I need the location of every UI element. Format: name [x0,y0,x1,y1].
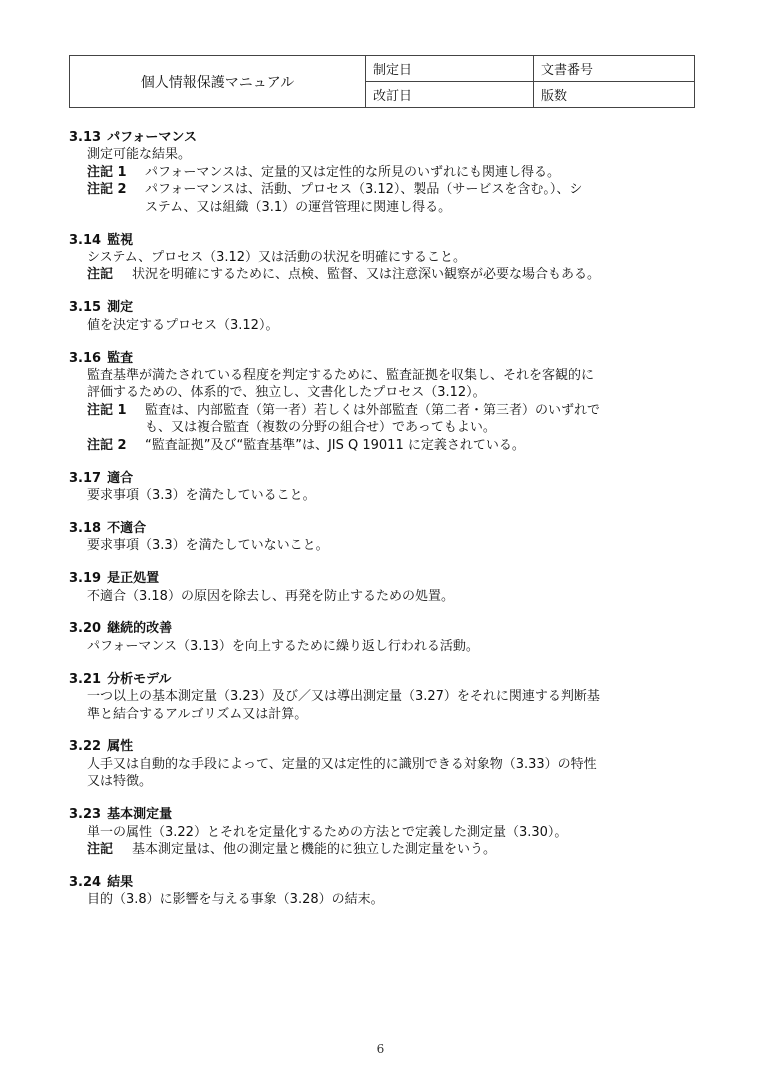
note-line: パフォーマンスは、定量的又は定性的な所見のいずれにも関連し得る。 [145,164,560,180]
term-definition-line: 測定可能な結果。 [87,147,192,163]
term-definition-line: 人手又は自動的な手段によって、定量的又は定性的に識別できる対象物（3.33）の特性 [87,756,597,772]
term-heading [69,738,699,755]
term-number: 3.19 [69,571,102,587]
note-line: “監査証拠”及び“監査基準”は、JIS Q 19011 に定義されている。 [145,437,525,453]
manual-title: 個人情報保護マニュアル [70,56,366,108]
term-name: 是正処置 [107,571,160,587]
term-number: 3.18 [69,520,102,536]
note-line: ステム、又は組織（3.1）の運営管理に関連し得る。 [145,199,452,215]
term-name: パフォーマンス [107,130,198,145]
term-name: 分析モデル [107,671,172,687]
term-definition-line: 評価するための、体系的で、独立し、文書化したプロセス（3.12）。 [87,385,486,401]
term-number: 3.16 [69,350,102,366]
note-line: パフォーマンスは、活動、プロセス（3.12）、製品（サービスを含む。）、シ [145,182,583,198]
document-number-label: 文書番号 [534,56,695,82]
edition-label: 版数 [534,82,695,108]
page-number: 6 [376,1042,385,1056]
term-entry [69,570,699,605]
note-body [132,266,699,283]
term-number: 3.21 [69,671,102,687]
term-entry [69,350,699,454]
term-name: 属性 [107,739,134,755]
term-entry [69,299,699,334]
term-definition-line: 要求事項（3.3）を満たしていること。 [87,487,316,503]
term-number: 3.15 [69,300,102,316]
note-body [145,437,699,454]
term-note [69,437,699,454]
term-definition-line: パフォーマンス（3.13）を向上するために繰り返し行われる活動。 [87,638,479,654]
term-name: 測定 [107,300,134,316]
note-body [145,181,699,216]
term-heading [69,520,699,537]
term-heading [69,806,699,823]
term-name: 結果 [107,874,134,890]
term-heading [69,620,699,637]
term-heading [69,570,699,587]
document-header-table [69,55,695,108]
term-heading [69,232,699,249]
term-note [69,841,699,858]
note-line: 状況を明確にするために、点検、監督、又は注意深い観察が必要な場合もある。 [132,267,601,283]
term-heading [69,129,699,146]
note-body [145,164,699,181]
term-number: 3.23 [69,807,102,823]
note-body [132,841,699,858]
term-number: 3.20 [69,621,102,637]
term-heading [69,350,699,367]
revised-date-label: 改訂日 [366,82,534,108]
term-heading [69,671,699,688]
note-line: 監査は、内部監査（第一者）若しくは外部監査（第二者・第三者）のいずれで [145,402,601,418]
established-date-label: 制定日 [366,56,534,82]
term-definition-line: システム、プロセス（3.12）又は活動の状況を明確にすること。 [87,249,467,265]
note-line: も、又は複合監査（複数の分野の組合せ）であってもよい。 [145,420,496,436]
term-note [69,266,699,283]
term-entry [69,874,699,909]
note-line: 基本測定量は、他の測定量と機能的に独立した測定量をいう。 [132,842,497,857]
note-body [145,402,699,437]
note-label: 注記 2 [87,437,127,453]
term-entry [69,671,699,723]
term-name: 継続的改善 [107,621,173,637]
term-name: 監視 [107,232,134,248]
term-heading [69,874,699,891]
term-definition-line: 不適合（3.18）の原因を除去し、再発を防止するための処置。 [87,588,454,604]
note-label: 注記 [87,842,114,857]
note-label: 注記 2 [87,182,127,198]
term-entry [69,620,699,655]
term-note [69,164,699,181]
term-definition-line: 目的（3.8）に影響を与える事象（3.28）の結末。 [87,892,384,908]
term-entry [69,738,699,790]
term-note [69,402,699,437]
term-entry [69,129,699,216]
definitions-list [69,129,699,924]
term-definition-line: 値を決定するプロセス（3.12）。 [87,317,279,333]
note-label: 注記 1 [87,164,127,180]
term-name: 監査 [107,350,134,366]
term-entry [69,806,699,858]
term-entry [69,520,699,555]
term-number: 3.13 [69,130,102,145]
note-label: 注記 [87,267,114,283]
term-definition-line: 準と結合するアルゴリズム又は計算。 [87,706,308,722]
term-definition-line: 要求事項（3.3）を満たしていないこと。 [87,538,329,554]
term-definition-line: 監査基準が満たされている程度を判定するために、監査証拠を収集し、それを客観的に [87,367,595,383]
term-definition-line: 一つ以上の基本測定量（3.23）及び／又は導出測定量（3.27）をそれに関連する判断基 [87,689,600,705]
term-heading [69,470,699,487]
term-entry [69,232,699,284]
term-name: 基本測定量 [107,807,173,823]
term-definition-line: 単一の属性（3.22）とそれを定量化するための方法とで定義した測定量（3.30）。 [87,824,568,840]
term-definition-line: 又は特徴。 [87,774,153,790]
term-entry [69,470,699,505]
term-heading [69,299,699,316]
term-number: 3.22 [69,739,102,755]
note-label: 注記 1 [87,402,127,418]
term-name: 不適合 [107,520,147,536]
term-number: 3.17 [69,470,102,486]
term-number: 3.14 [69,232,102,248]
term-name: 適合 [107,470,134,486]
term-number: 3.24 [69,874,102,890]
term-note [69,181,699,216]
